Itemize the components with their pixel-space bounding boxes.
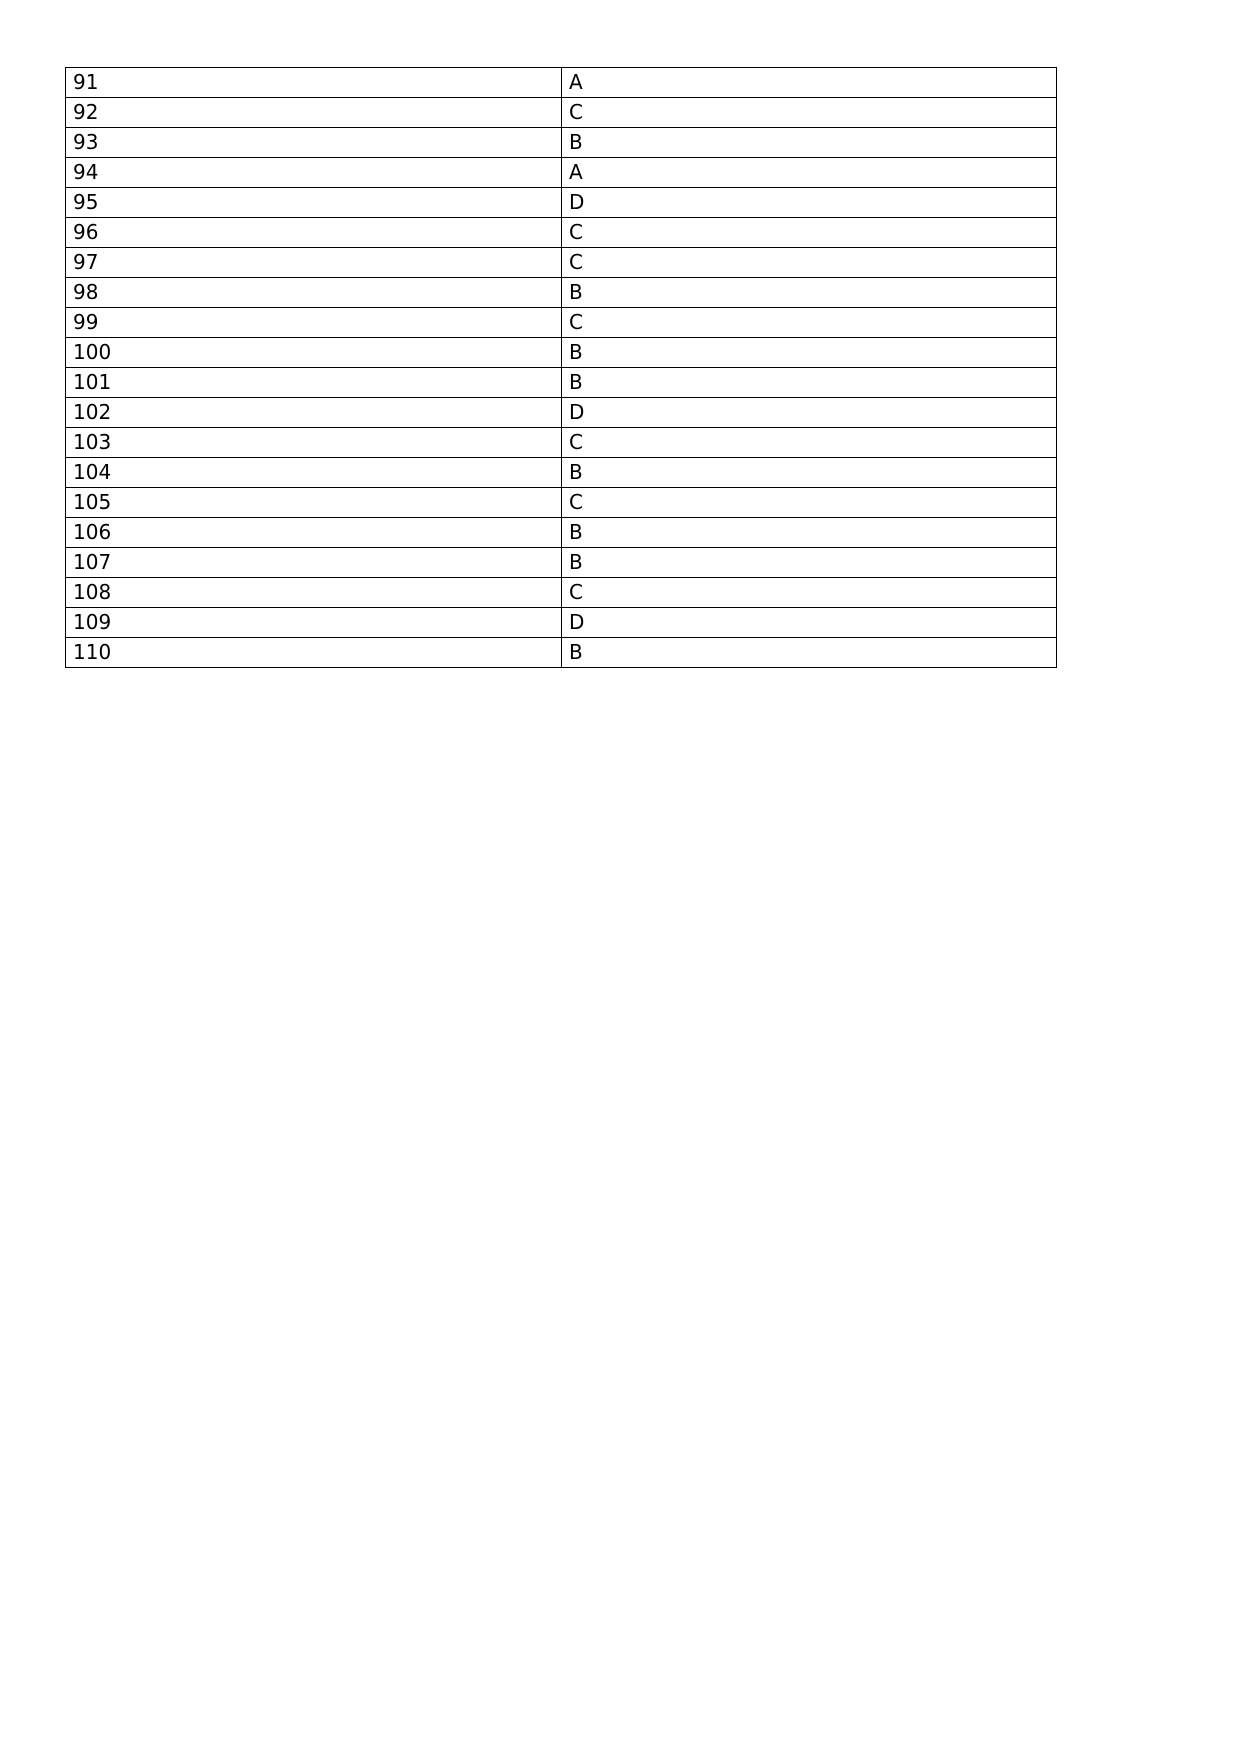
question-number-cell: 99 bbox=[66, 308, 562, 338]
table-row bbox=[66, 548, 1057, 578]
answer-option-cell: B bbox=[562, 278, 1057, 308]
question-number-cell: 104 bbox=[66, 458, 562, 488]
answer-option-cell: C bbox=[562, 578, 1057, 608]
question-number-cell: 100 bbox=[66, 338, 562, 368]
table-row bbox=[66, 158, 1057, 188]
table-row bbox=[66, 218, 1057, 248]
table-row bbox=[66, 608, 1057, 638]
question-number-cell: 106 bbox=[66, 518, 562, 548]
table-row bbox=[66, 518, 1057, 548]
answer-option-cell: C bbox=[562, 428, 1057, 458]
question-number-cell: 94 bbox=[66, 158, 562, 188]
question-number-cell: 105 bbox=[66, 488, 562, 518]
question-number-cell: 103 bbox=[66, 428, 562, 458]
answer-option-cell: A bbox=[562, 68, 1057, 98]
question-number-cell: 98 bbox=[66, 278, 562, 308]
table-row bbox=[66, 398, 1057, 428]
table-row bbox=[66, 338, 1057, 368]
table-row bbox=[66, 578, 1057, 608]
table-row bbox=[66, 458, 1057, 488]
table-row bbox=[66, 368, 1057, 398]
answer-option-cell: A bbox=[562, 158, 1057, 188]
answer-option-cell: B bbox=[562, 638, 1057, 668]
question-number-cell: 95 bbox=[66, 188, 562, 218]
question-number-cell: 110 bbox=[66, 638, 562, 668]
table-body bbox=[66, 68, 1057, 668]
answer-option-cell: B bbox=[562, 518, 1057, 548]
answer-option-cell: B bbox=[562, 458, 1057, 488]
question-number-cell: 101 bbox=[66, 368, 562, 398]
answer-option-cell: C bbox=[562, 488, 1057, 518]
answer-option-cell: B bbox=[562, 368, 1057, 398]
table-row bbox=[66, 278, 1057, 308]
question-number-cell: 108 bbox=[66, 578, 562, 608]
table-row bbox=[66, 98, 1057, 128]
answer-option-cell: D bbox=[562, 608, 1057, 638]
question-number-cell: 109 bbox=[66, 608, 562, 638]
answer-key-table bbox=[65, 67, 1057, 668]
answer-option-cell: C bbox=[562, 98, 1057, 128]
table-row bbox=[66, 128, 1057, 158]
table-row bbox=[66, 638, 1057, 668]
question-number-cell: 93 bbox=[66, 128, 562, 158]
question-number-cell: 102 bbox=[66, 398, 562, 428]
answer-option-cell: C bbox=[562, 248, 1057, 278]
question-number-cell: 107 bbox=[66, 548, 562, 578]
answer-option-cell: B bbox=[562, 128, 1057, 158]
question-number-cell: 91 bbox=[66, 68, 562, 98]
answer-option-cell: B bbox=[562, 338, 1057, 368]
table-row bbox=[66, 488, 1057, 518]
answer-option-cell: C bbox=[562, 308, 1057, 338]
table-row bbox=[66, 68, 1057, 98]
question-number-cell: 92 bbox=[66, 98, 562, 128]
table-row bbox=[66, 308, 1057, 338]
table-row bbox=[66, 188, 1057, 218]
question-number-cell: 96 bbox=[66, 218, 562, 248]
table-row bbox=[66, 428, 1057, 458]
question-number-cell: 97 bbox=[66, 248, 562, 278]
answer-option-cell: C bbox=[562, 218, 1057, 248]
answer-option-cell: B bbox=[562, 548, 1057, 578]
answer-option-cell: D bbox=[562, 188, 1057, 218]
answer-option-cell: D bbox=[562, 398, 1057, 428]
table-row bbox=[66, 248, 1057, 278]
